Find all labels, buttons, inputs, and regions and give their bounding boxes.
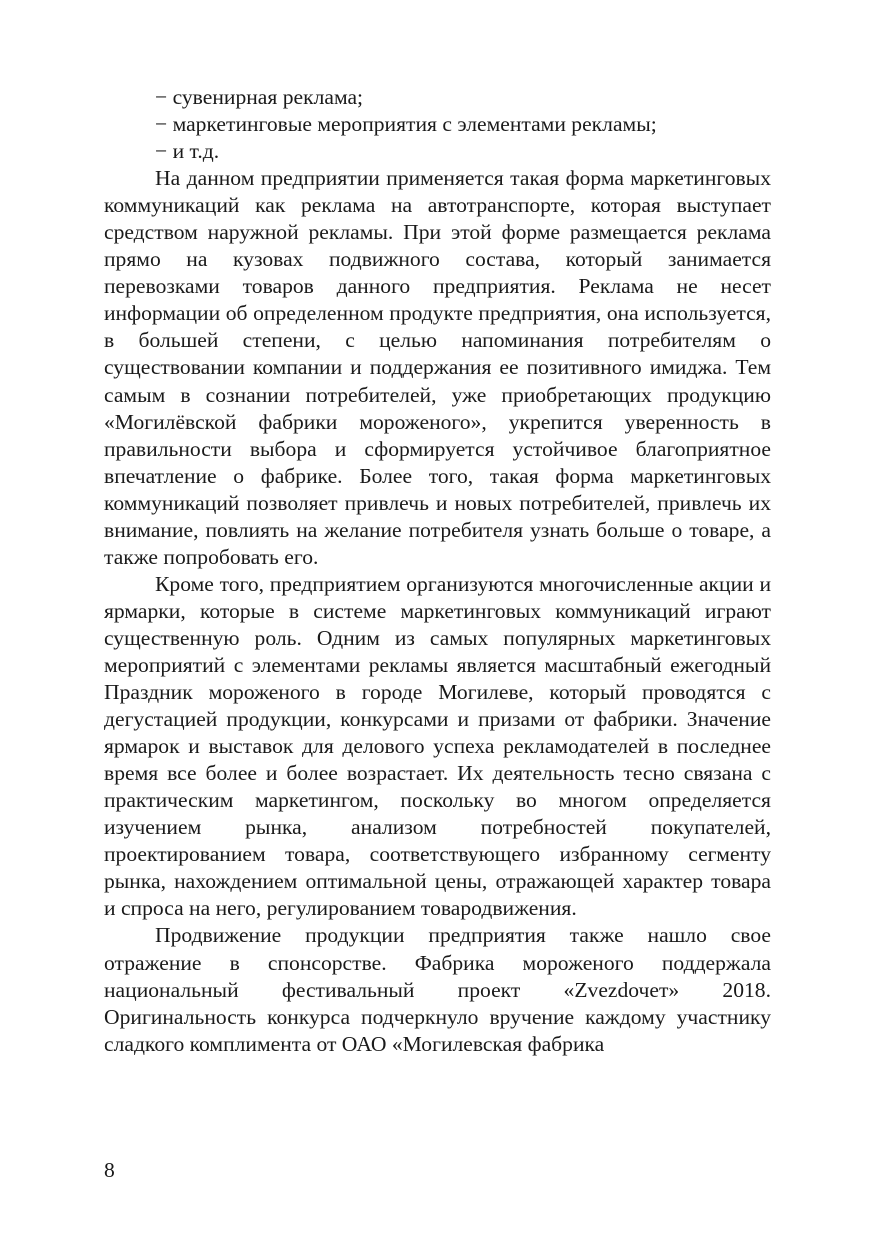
list-item: − и т.д. [155, 139, 220, 164]
list-item: − маркетинговые мероприятия с элементами рекламы; [155, 112, 657, 137]
paragraph-fairs-and-promotions: Кроме того, предприятием организуются многочисленные акции и ярмарки, которые в системе маркетинговых коммуникаций играют существенную роль. Одним из самых популярных маркетинговых мероприятий с элементами рекламы является масштабный ежегодный Праздник мороженого в городе Могилеве, который проводятся с дегустацией продукции, конкурсами и призами от фабрики. Значение ярмарок и выставок для делового успеха рекламодателей в последнее время все более и более возрастает. Их деятельность тесно связана с практическим маркетингом, поскольку во многом определяется изучением рынка, анализом потребностей покупателей, проектированием товара, соответствующего избранному сегменту рынка, нахождением оптимальной цены, отражающей характер товара и спроса на него, регулированием товародвижения. [104, 571, 771, 921]
page-number: 8 [104, 1158, 115, 1182]
page-body [104, 84, 771, 1058]
paragraph-vehicle-advertising: На данном предприятии применяется такая форма маркетинговых коммуникаций как реклама на автотранспорте, которая выступает средством наружной рекламы. При этой форме размещается реклама прямо на кузовах подвижного состава, который занимается перевозками товаров данного предприятия. Реклама не несет информации об определенном продукте предприятия, она используется, в большей степени, с целью напоминания потребителям о существовании компании и поддержания ее позитивного имиджа. Тем самым в сознании потребителей, уже приобретающих продукцию «Могилёвской фабрики мороженого», укрепится уверенность в правильности выбора и сформируется устойчивое благоприятное впечатление о фабрике. Более того, такая форма маркетинговых коммуникаций позволяет привлечь и новых потребителей, привлечь их внимание, повлиять на желание потребителя узнать больше о товаре, а также попробовать его. [104, 166, 771, 569]
paragraph-sponsorship: Продвижение продукции предприятия также нашло свое отражение в спонсорстве. Фабрика мороженого поддержала национальный фестивальный проект «Zvezdочет» 2018. Оригинальность конкурса подчеркнуло вручение каждому участнику сладкого комплимента от ОАО «Могилевская фабрика [104, 923, 771, 1056]
list-item: − сувенирная реклама; [155, 85, 364, 109]
